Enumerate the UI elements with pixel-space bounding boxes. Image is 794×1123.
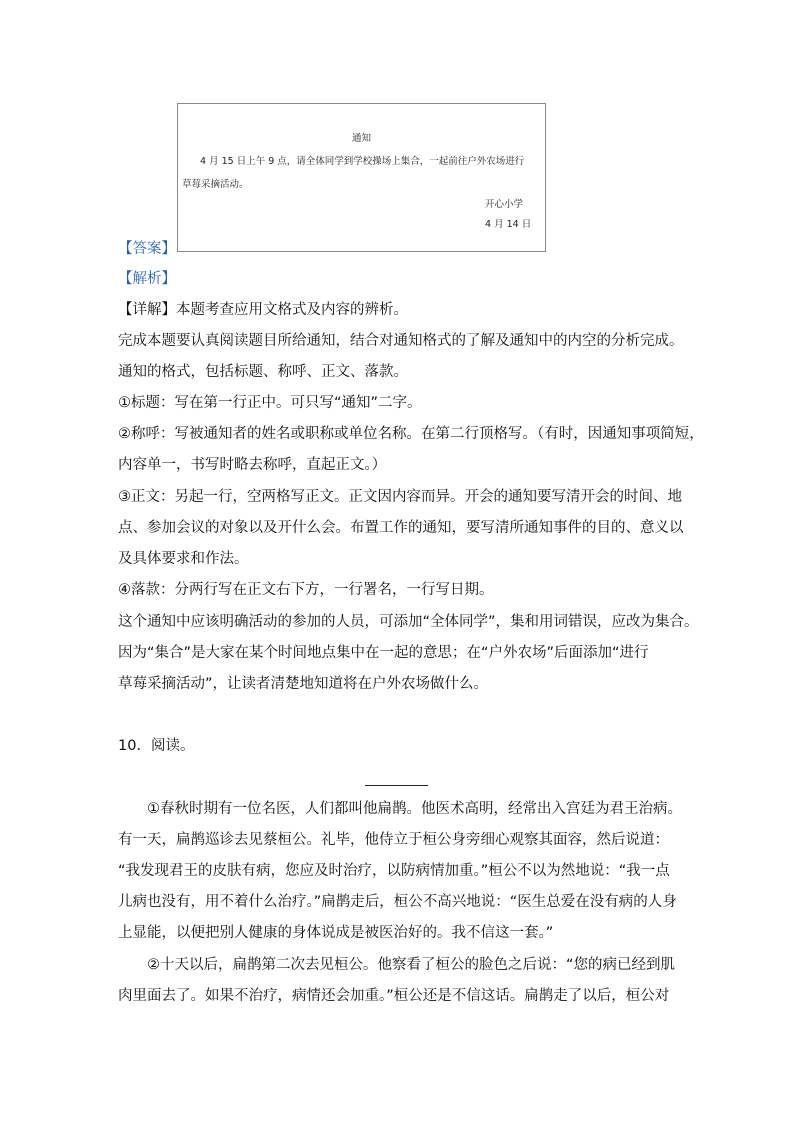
analysis-line: 点、参加会议的对象以及开什么会。布置工作的通知，要写清所通知事件的目的、意义以 [118,520,684,536]
analysis-line: 完成本题要认真阅读题目所给通知，结合对通知格式的了解及通知中的内空的分析完成。 [118,333,684,349]
analysis-line: 这个通知中应该明确活动的参加的人员，可添加“全体同学”，集和用词错误，应改为集合。 [118,614,699,630]
analysis-line: 通知的格式，包括标题、称呼、正文、落款。 [118,364,408,380]
detail-text: 本题考查应用文格式及内容的辨析。 [176,302,408,318]
analysis-label: 【解析】 [118,271,176,287]
analysis-line: ①标题：写在第一行正中。可只写“通知”二字。 [118,395,422,411]
analysis-line: 因为“集合”是大家在某个时间地点集中在一起的意思；在“户外农场”后面添加“进行 [118,645,649,661]
notice-image [177,103,546,252]
passage-line: 儿病也没有，用不着什么治疗。”扁鹊走后，桓公不高兴地说：“医生总爱在没有病的人身 [118,894,677,910]
notice-signature: 开心小学 [485,199,524,210]
notice-date: 4 月 14 日 [485,219,532,230]
passage-line: “我发现君王的皮肤有病，您应及时治疗，以防病情加重。”桓公不以为然地说：“我一点 [118,863,670,879]
detail-line [118,301,408,319]
passage-line: 有一天，扁鹊巡诊去见蔡桓公。礼毕，他侍立于桓公身旁细心观察其面容，然后说道： [118,832,669,848]
analysis-line: 草莓采摘活动”，让读者清楚地知道将在户外农场做什么。 [118,676,489,692]
analysis-line: 及具体要求和作法。 [118,551,249,567]
analysis-line: 内容单一，书写时略去称呼，直起正文。） [118,457,387,473]
notice-body-line: 草莓采摘活动。 [182,179,249,190]
passage-line: 肉里面去了。如果不治疗，病情还会加重。”桓公还是不信这话。扁鹊走了以后，桓公对 [118,988,670,1004]
notice-body-line: 4 月 15 日上午 9 点，请全体同学到学校操场上集合，一起前往户外农场进行 [200,156,525,167]
analysis-line: ②称呼：写被通知者的姓名或职称或单位名称。在第二行顶格写。（有时，因通知事项简短， [118,426,704,442]
detail-label: 【详解】 [118,302,176,318]
passage-line: 上显能，以便把别人健康的身体说成是被医治好的。我不信这一套。” [118,925,554,941]
notice-title: 通知 [352,133,372,144]
passage-line: ①春秋时期有一位名医，人们都叫他扁鹊。他医术高明，经常出入宫廷为君王治病。 [147,801,682,817]
answer-label: 【答案】 [118,241,176,257]
title-blank-line [365,785,428,786]
question-heading: 10．阅读。 [118,738,195,754]
analysis-line: ④落款：分两行写在正文右下方，一行署名，一行写日期。 [118,582,494,598]
passage-line: ②十天以后，扁鹊第二次去见桓公。他察看了桓公的脸色之后说：“您的病已经到肌 [147,957,676,973]
analysis-line: ③正文：另起一行，空两格写正文。正文因内容而异。开会的通知要写清开会的时间、地 [118,489,682,505]
